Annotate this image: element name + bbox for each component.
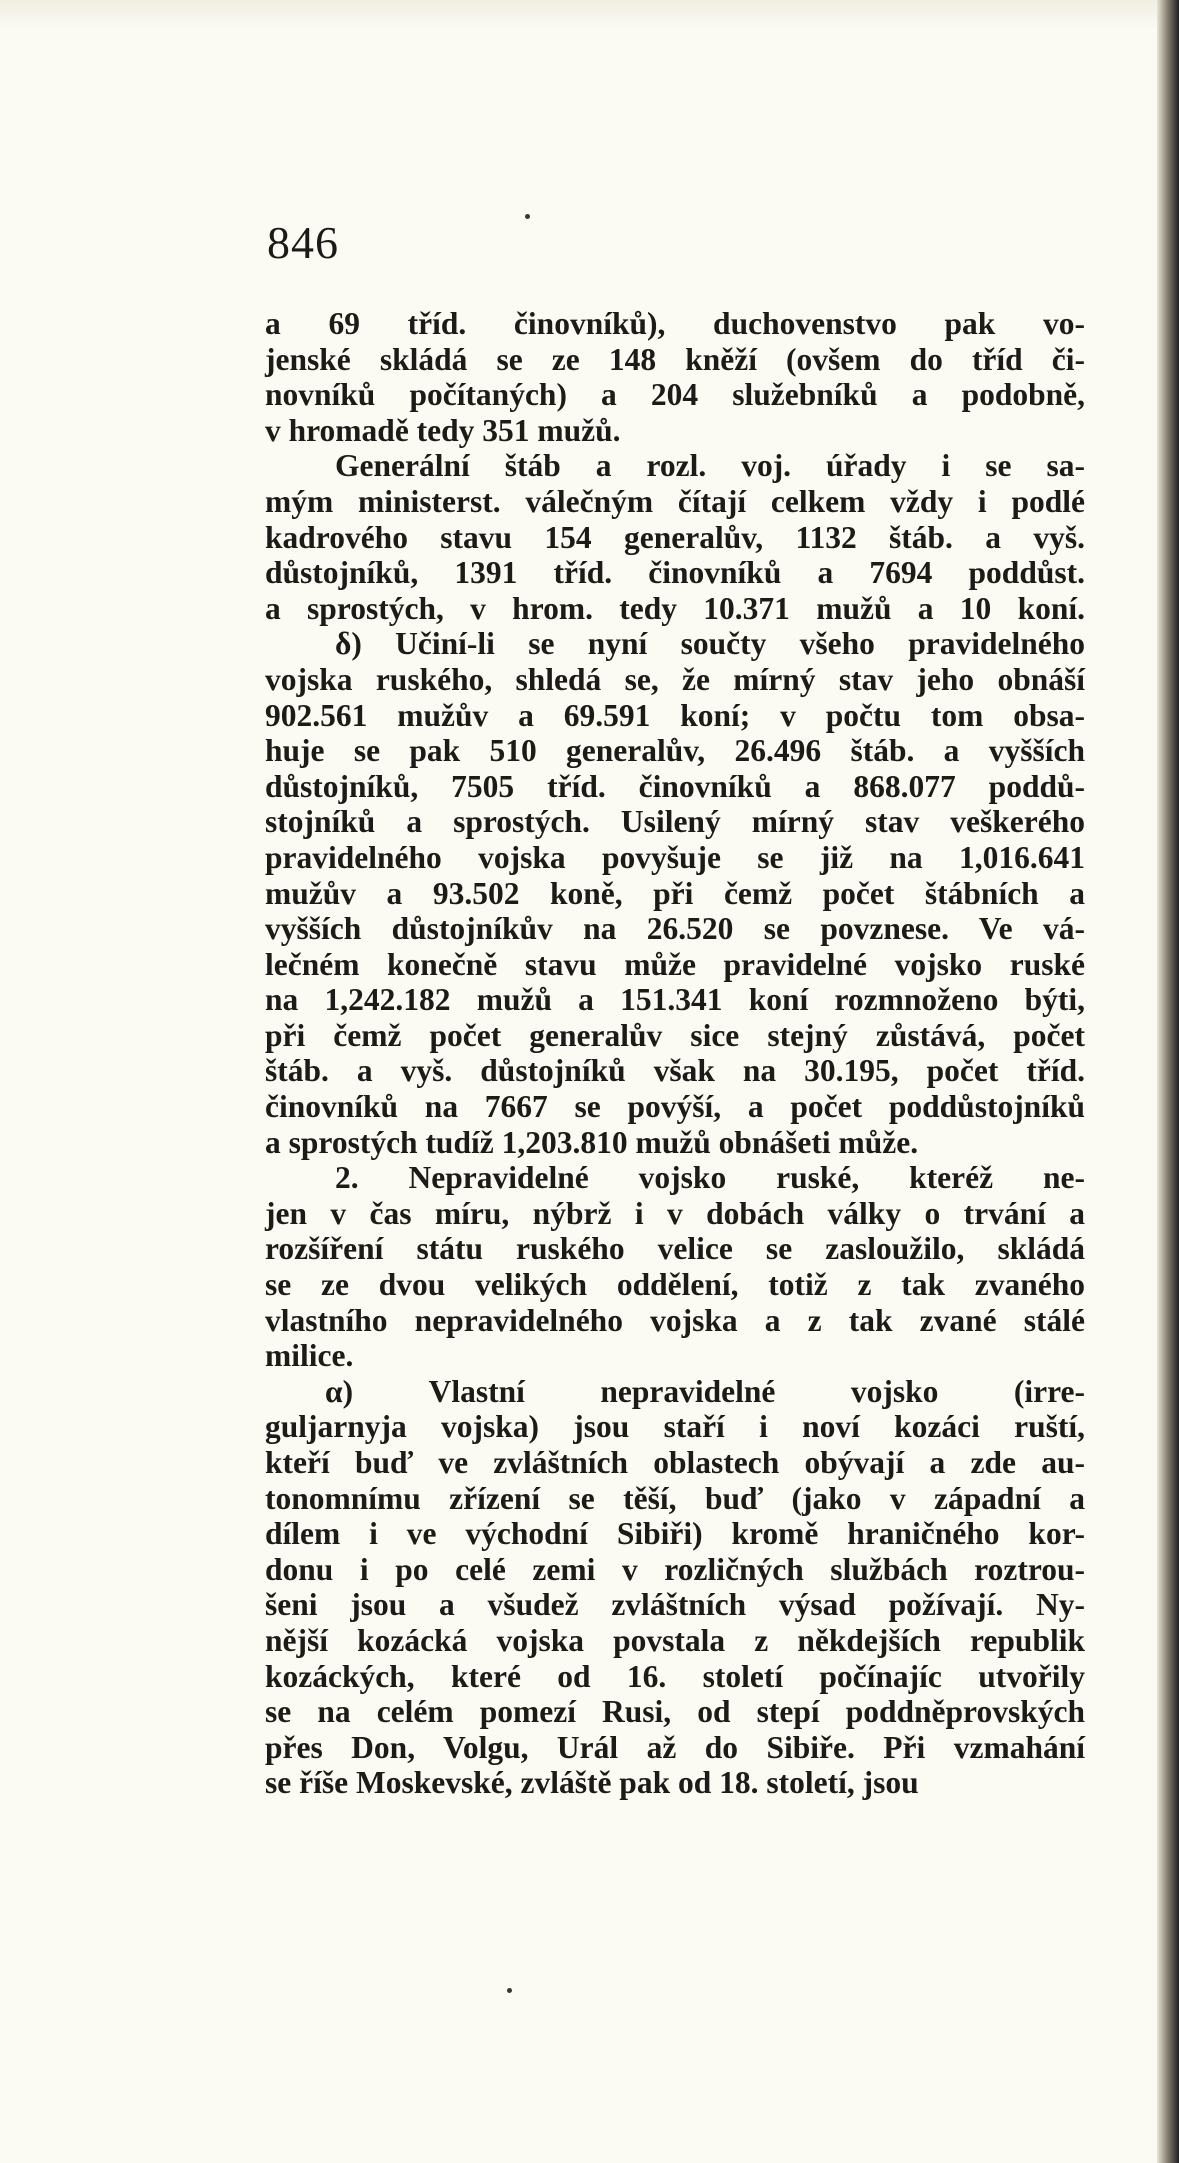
text-line: α) Vlastní nepravidelné vojsko (irre- <box>325 1373 1085 1409</box>
text-line: šeni jsou a všudež zvláštních výsad požívají. Ny- <box>265 1587 1085 1623</box>
text-line: v hromadě tedy 351 mužů. <box>265 412 621 448</box>
text-line: vlastního nepravidelného vojska a z tak zvané stálé <box>265 1302 1085 1338</box>
text-line: jenské skládá se ze 148 kněží (ovšem do tříd či- <box>265 341 1085 377</box>
text-line: při čemž počet generalův sice stejný zůstává, počet <box>265 1017 1085 1053</box>
text-line: se říše Moskevské, zvláště pak od 18. století, jsou <box>265 1765 919 1801</box>
text-line: Generální štáb a rozl. voj. úřady i se sa- <box>335 448 1085 484</box>
text-line: vyšších důstojníkův na 26.520 se povznese. Ve vá- <box>265 911 1085 947</box>
text-line: guljarnyja vojska) jsou staří i noví kozáci ruští, <box>265 1409 1085 1445</box>
text-line: jen v čas míru, nýbrž i v dobách války o trvání a <box>265 1195 1085 1231</box>
text-line: 902.561 mužův a 69.591 koní; v počtu tom obsa- <box>265 697 1085 733</box>
scan-top-tint <box>0 0 1179 30</box>
page-number: 846 <box>267 217 339 268</box>
print-speck <box>525 214 530 219</box>
text-line: mužův a 93.502 koně, při čemž počet štábních a <box>265 875 1085 911</box>
text-line: se na celém pomezí Rusi, od stepí poddněprovských <box>265 1694 1085 1730</box>
text-line: a sprostých, v hrom. tedy 10.371 mužů a 10 koní. <box>265 590 1085 626</box>
print-speck <box>507 1988 512 1993</box>
text-line: a 69 tříd. činovníků), duchovenstvo pak vo- <box>265 306 1085 341</box>
text-line: dílem i ve východní Sibiři) kromě hraničného kor- <box>265 1516 1085 1552</box>
text-line: kozáckých, které od 16. století počínajíc utvořily <box>265 1658 1085 1694</box>
text-line: činovníků na 7667 se povýší, a počet poddůstojníků <box>265 1089 1085 1125</box>
text-line: nější kozácká vojska povstala z někdejších republik <box>265 1622 1085 1658</box>
text-line: 2. Nepravidelné vojsko ruské, kteréž ne- <box>335 1160 1085 1196</box>
text-line: mým ministerst. válečným čítají celkem vždy i podlé <box>265 483 1085 519</box>
text-line: donu i po celé zemi v rozličných službách roztrou- <box>265 1551 1085 1587</box>
text-line: vojska ruského, shledá se, že mírný stav jeho obnáší <box>265 661 1085 697</box>
text-line: rozšíření státu ruského velice se zasloužilo, skládá <box>265 1231 1085 1267</box>
text-line: novníků počítaných) a 204 služebníků a podobně, <box>265 377 1085 413</box>
text-line: milice. <box>265 1338 354 1374</box>
page-text <box>265 306 1085 1801</box>
text-line: a sprostých tudíž 1,203.810 mužů obnášeti může. <box>265 1124 919 1160</box>
text-line: δ) Učiní-li se nyní součty všeho pravidelného <box>335 626 1085 662</box>
text-line: kadrového stavu 154 generalův, 1132 štáb. a vyš. <box>265 519 1085 555</box>
text-line: důstojníků, 1391 tříd. činovníků a 7694 poddůst. <box>265 555 1085 591</box>
text-line: huje se pak 510 generalův, 26.496 štáb. a vyšších <box>265 733 1085 769</box>
text-line: stojníků a sprostých. Usilený mírný stav veškerého <box>265 804 1085 840</box>
text-line: přes Don, Volgu, Urál až do Sibiře. Při vzmahání <box>265 1729 1085 1765</box>
text-line: tonomnímu zřízení se těší, buď (jako v západní a <box>265 1480 1085 1516</box>
text-line: kteří buď ve zvláštních oblastech obývají a zde au- <box>265 1445 1085 1480</box>
text-line: pravidelného vojska povyšuje se již na 1,016.641 <box>265 839 1085 875</box>
text-line: se ze dvou velikých oddělení, totiž z tak zvaného <box>265 1267 1085 1303</box>
text-line: důstojníků, 7505 tříd. činovníků a 868.077 poddů- <box>265 768 1085 804</box>
text-line: štáb. a vyš. důstojníků však na 30.195, počet tříd. <box>265 1053 1085 1089</box>
page-edge-shadow <box>1157 0 1179 2163</box>
text-line: lečném konečně stavu může pravidelné vojsko ruské <box>265 946 1085 982</box>
text-line: na 1,242.182 mužů a 151.341 koní rozmnoženo býti, <box>265 982 1085 1018</box>
